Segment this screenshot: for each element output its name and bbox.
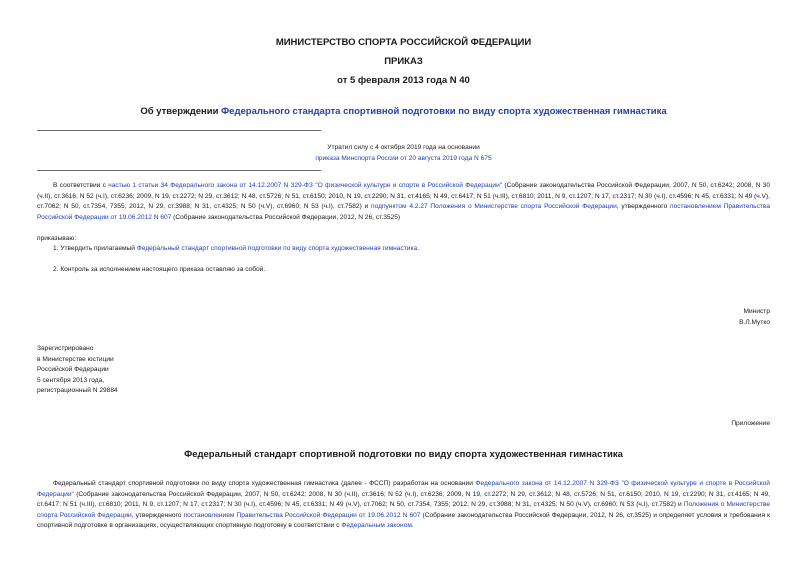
item-1-suffix: .	[417, 245, 419, 252]
registration-line-3: Российской Федерации	[37, 366, 109, 373]
appendix-text-2: (Собрание законодательства Российской Федерации, 2007, N 50, ст.6242; 2008, N 30 (ч.II), ст.3616; N 52 (ч.I), ст.6236; 2009, N 19, ст.2272; N 29, ст.3612; N 48, ст.5726; N 51, ст.6150; 2010, N 19, ст.2290; N 31, ст.4165; N 49, ст.6417; N 51 (ч.III), ст.6810; 2011, N 9, ст.1207; N 17, ст.2317; N 30 (ч.I), ст.4596; N 45, ст.6331; N 49 (ч.V), ст.7062; N 50, ст.7354, 7355; 2012, N 29, ст.3988; N 31, ст.4325; N 50 (ч.V), ст.6960; N 53 (ч.I), ст.7582) и	[37, 490, 770, 508]
appendix-federal-law-link[interactable]: Федерального закона от 14.12.2007 N 329-ФЗ "О физической культуре и спорте в Российской Федерации"	[37, 480, 770, 498]
registration-block	[37, 344, 118, 397]
appendix-paragraph	[37, 479, 770, 532]
preamble-text-4: (Собрание законодательства Российской Федерации, 2012, N 26, ст.3525)	[171, 213, 401, 221]
standard-approved-link[interactable]: Федеральный стандарт спортивной подготовки по виду спорта художественная гимнастика	[136, 245, 418, 252]
order-word: приказываю:	[37, 235, 77, 242]
registration-line-1: Зарегистрировано	[37, 345, 94, 352]
order-date-number: от 5 февраля 2013 года N 40	[337, 75, 470, 86]
signature-name: В.Л.Мутко	[739, 318, 770, 326]
repeal-order-link[interactable]: приказа Минспорта России от 20 августа 2019 года N 675	[315, 154, 492, 162]
appendix-ministry-regulation-link[interactable]: Положения о Министерстве спорта Российской Федерации	[37, 501, 770, 519]
preamble-paragraph	[37, 181, 770, 223]
preamble-text-2: (Собрание законодательства Российской Федерации, 2007, N 50, ст.6242; 2008, N 30 (ч.II), ст.3616; N 52 (ч.I), ст.6236; 2009, N 19, ст.2272; N 29, ст.3612; N 48, ст.5726; N 51, ст.6150; 2010, N 19, ст.2290; N 31, ст.4165; N 49, ст.6417; N 51 (ч.III), ст.6810; 2011, N 9, ст.1207; N 17, ст.2317; N 30 (ч.I), ст.4596; N 45, ст.6331; N 49 (ч.V), ст.7062; N 50, ст.7354, 7355; 2012, N 29, ст.3988; N 31, ст.4325; N 50 (ч.V), ст.6960; N 53 (ч.I), ст.7582) и	[37, 182, 770, 210]
appendix-text-1: Федеральный стандарт спортивной подготовки по виду спорта художественная гимнастика (далее - ФССП) разработан на основании	[53, 480, 476, 487]
preamble-text-1: В соответствии с	[53, 182, 109, 189]
appendix-text-4: (Собрание законодательства Российской Федерации, 2012, N 26, ст.3525) и определяет условия и требования к спортивной подготовке в организациях, осуществляющих спортивную подготовку в соответствии с	[37, 511, 770, 529]
ministry-regulation-link[interactable]: подпунктом 4.2.27 Положения о Министерстве спорта Российской Федерации	[371, 203, 617, 210]
registration-line-2: в Министерстве юстиции	[37, 355, 114, 363]
federal-law-link[interactable]: частью 1 статьи 34 Федерального закона от 14.12.2007 N 329-ФЗ "О физической культуре и спорте в Российской Федерации"	[108, 182, 503, 189]
item-1-prefix: 1. Утвердить прилагаемый	[53, 245, 137, 252]
order-heading: ПРИКАЗ	[384, 56, 423, 67]
appendix-title: Федеральный стандарт спортивной подготовки по виду спорта художественная гимнастика	[184, 449, 623, 460]
repeal-status	[0, 143, 807, 164]
repeal-status-text: Утратил силу с 4 октября 2019 года на основании	[327, 144, 480, 151]
signature-role: Министр	[743, 308, 770, 315]
ministry-heading: МИНИСТЕРСТВО СПОРТА РОССИЙСКОЙ ФЕДЕРАЦИИ	[275, 37, 532, 48]
divider-bottom	[37, 170, 321, 171]
preamble-text-3: , утвержденного	[616, 203, 671, 210]
appendix-text-3: , утвержденного	[131, 511, 184, 519]
appendix-federal-law-short-link[interactable]: Федеральным законом	[341, 522, 412, 529]
appendix-government-decree-link[interactable]: постановлением Правительства Российской Федерации от 19.06.2012 N 607	[183, 511, 421, 519]
title-prefix: Об утверждении	[140, 106, 222, 117]
title-standard-link[interactable]: Федерального стандарта спортивной подготовки по виду спорта художественная гимнастика	[221, 106, 667, 117]
document-title	[0, 106, 807, 117]
signature-block	[600, 307, 770, 328]
registration-line-4: 5 сентября 2013 года,	[37, 376, 105, 384]
order-item-2: 2. Контроль за исполнением настоящего приказа оставляю за собой.	[53, 266, 266, 273]
registration-line-5: регистрационный N 29884	[37, 387, 118, 394]
government-decree-link[interactable]: постановлением Правительства Российской Федерации от 19.06.2012 N 607	[37, 203, 770, 221]
divider-top	[37, 130, 321, 131]
appendix-label: Приложение	[731, 420, 770, 427]
order-item-1	[53, 244, 419, 255]
appendix-text-5: .	[411, 522, 414, 529]
